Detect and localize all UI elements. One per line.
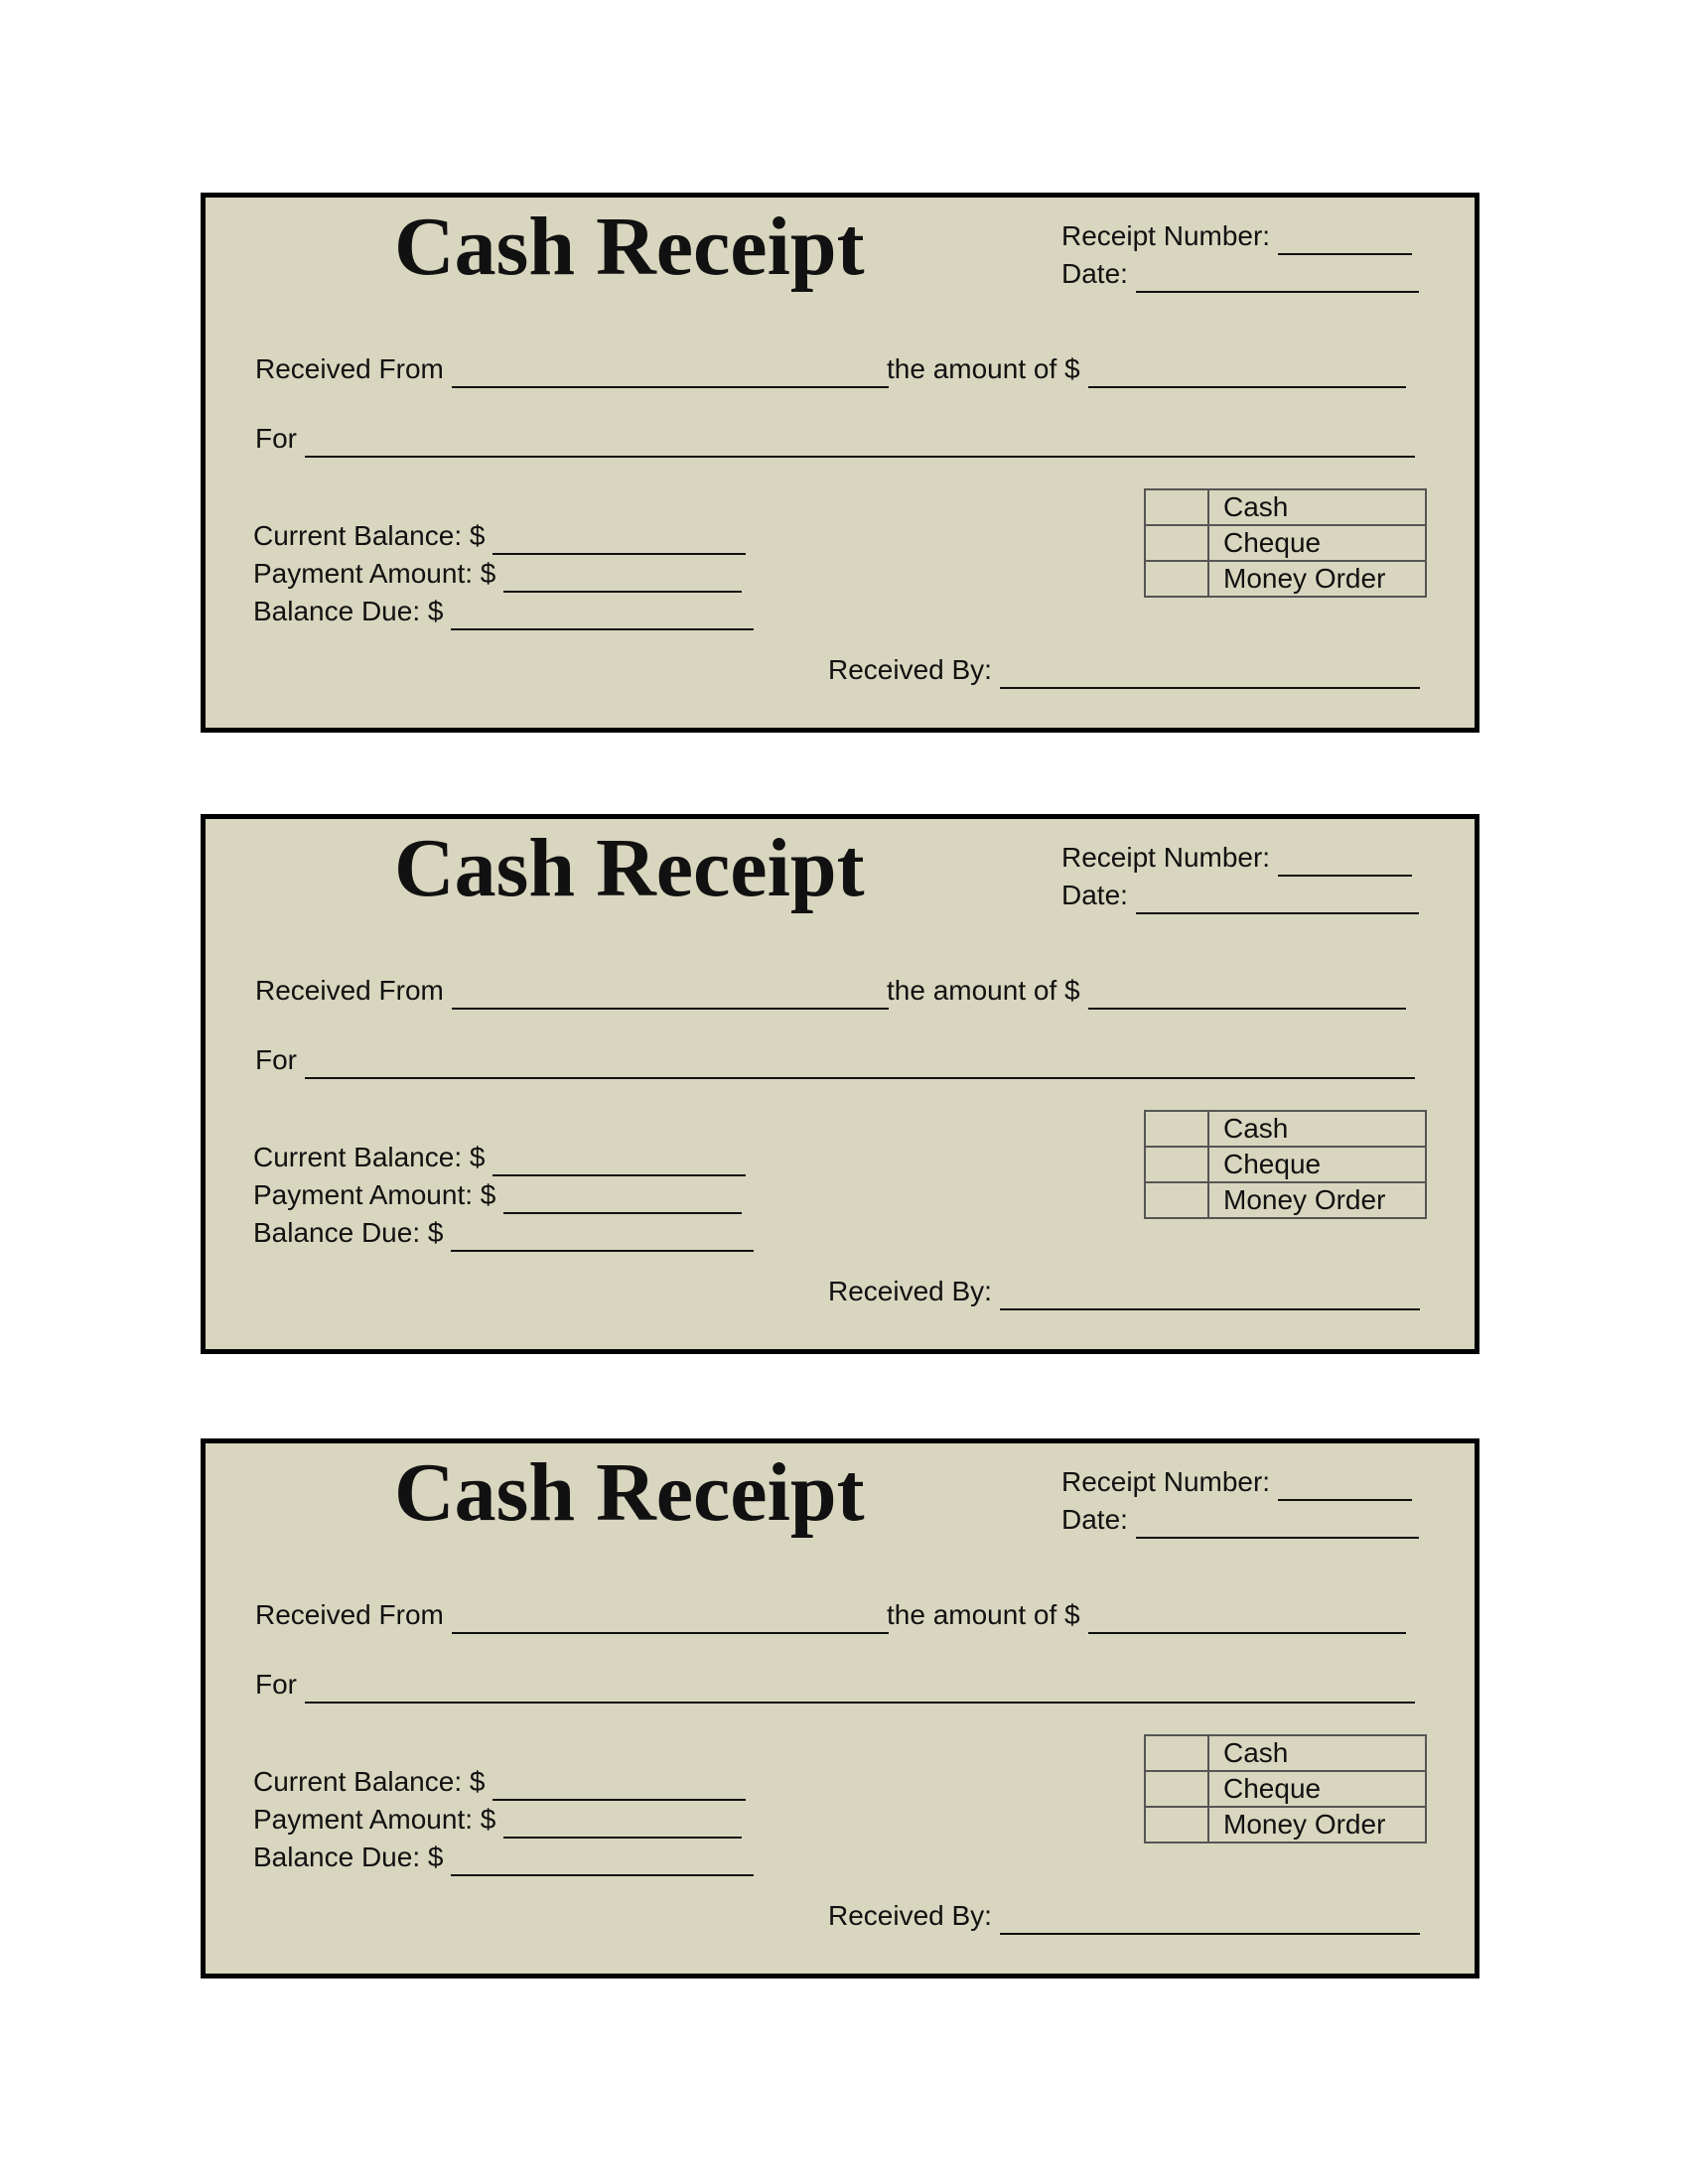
received-by-blank[interactable]	[1000, 661, 1420, 689]
amount-blank[interactable]	[1088, 982, 1406, 1010]
payment-method-label: Cash	[1208, 489, 1426, 525]
payment-method-label: Money Order	[1208, 561, 1426, 597]
payment-amount-label: Payment Amount: $	[253, 1804, 496, 1835]
received-from-label: Received From	[255, 1599, 444, 1630]
receipt-number-label: Receipt Number:	[1061, 220, 1271, 251]
receipt-title: Cash Receipt	[394, 1446, 865, 1539]
balance-due-label: Balance Due: $	[253, 596, 444, 626]
amount-field	[887, 1596, 1406, 1634]
payment-method-table	[1144, 488, 1427, 598]
payment-amount-blank[interactable]	[503, 565, 742, 593]
received-from-label: Received From	[255, 353, 444, 384]
date-label: Date:	[1061, 1504, 1128, 1535]
received-by-blank[interactable]	[1000, 1907, 1420, 1935]
payment-method-label: Cheque	[1208, 1147, 1426, 1182]
receipt-card-1	[201, 193, 1479, 733]
current-balance-blank[interactable]	[492, 527, 746, 555]
date-blank[interactable]	[1136, 1511, 1419, 1539]
date-blank[interactable]	[1136, 265, 1419, 293]
received-by-label: Received By:	[828, 654, 992, 685]
for-label: For	[255, 1044, 297, 1075]
current-balance-field	[253, 1763, 746, 1801]
received-from-field	[255, 972, 897, 1010]
payment-method-row	[1145, 1182, 1426, 1218]
payment-method-label: Money Order	[1208, 1807, 1426, 1843]
for-field	[255, 1666, 1415, 1704]
payment-method-checkbox[interactable]	[1145, 1807, 1208, 1843]
receipt-number-field	[1061, 217, 1412, 255]
amount-label: the amount of $	[887, 1599, 1080, 1630]
for-label: For	[255, 423, 297, 454]
received-by-field	[828, 651, 1420, 689]
payment-method-label: Money Order	[1208, 1182, 1426, 1218]
payment-method-checkbox[interactable]	[1145, 1182, 1208, 1218]
received-from-field	[255, 350, 897, 388]
payment-method-row	[1145, 1111, 1426, 1147]
amount-field	[887, 350, 1406, 388]
payment-amount-label: Payment Amount: $	[253, 1179, 496, 1210]
current-balance-label: Current Balance: $	[253, 520, 486, 551]
payment-method-row	[1145, 561, 1426, 597]
receipt-number-blank[interactable]	[1278, 1473, 1412, 1501]
current-balance-label: Current Balance: $	[253, 1142, 486, 1172]
receipt-number-blank[interactable]	[1278, 227, 1412, 255]
received-by-blank[interactable]	[1000, 1283, 1420, 1310]
receipt-number-label: Receipt Number:	[1061, 1466, 1271, 1497]
receipt-number-blank[interactable]	[1278, 849, 1412, 877]
current-balance-field	[253, 517, 746, 555]
balance-due-field	[253, 593, 754, 630]
payment-method-label: Cheque	[1208, 1771, 1426, 1807]
balance-due-field	[253, 1839, 754, 1876]
received-from-blank[interactable]	[452, 1606, 889, 1634]
payment-amount-blank[interactable]	[503, 1811, 742, 1839]
payment-method-label: Cash	[1208, 1111, 1426, 1147]
received-by-label: Received By:	[828, 1276, 992, 1306]
balance-due-blank[interactable]	[451, 603, 754, 630]
balance-due-label: Balance Due: $	[253, 1842, 444, 1872]
payment-method-row	[1145, 1771, 1426, 1807]
date-label: Date:	[1061, 880, 1128, 910]
receipt-number-field	[1061, 839, 1412, 877]
date-field	[1061, 1501, 1419, 1539]
for-blank[interactable]	[305, 1676, 1415, 1704]
receipt-number-field	[1061, 1463, 1412, 1501]
date-blank[interactable]	[1136, 887, 1419, 914]
current-balance-field	[253, 1139, 746, 1176]
receipt-number-label: Receipt Number:	[1061, 842, 1271, 873]
date-label: Date:	[1061, 258, 1128, 289]
current-balance-blank[interactable]	[492, 1149, 746, 1176]
receipt-title: Cash Receipt	[394, 201, 865, 293]
amount-field	[887, 972, 1406, 1010]
payment-method-checkbox[interactable]	[1145, 525, 1208, 561]
payment-method-row	[1145, 1807, 1426, 1843]
payment-amount-field	[253, 1801, 742, 1839]
received-from-label: Received From	[255, 975, 444, 1006]
date-field	[1061, 255, 1419, 293]
payment-method-table	[1144, 1734, 1427, 1843]
received-from-blank[interactable]	[452, 360, 889, 388]
current-balance-label: Current Balance: $	[253, 1766, 486, 1797]
payment-method-row	[1145, 1735, 1426, 1771]
payment-method-table	[1144, 1110, 1427, 1219]
payment-method-checkbox[interactable]	[1145, 1735, 1208, 1771]
received-from-blank[interactable]	[452, 982, 889, 1010]
payment-method-label: Cheque	[1208, 525, 1426, 561]
payment-method-checkbox[interactable]	[1145, 1111, 1208, 1147]
payment-method-checkbox[interactable]	[1145, 489, 1208, 525]
payment-method-row	[1145, 1147, 1426, 1182]
payment-amount-field	[253, 1176, 742, 1214]
for-blank[interactable]	[305, 430, 1415, 458]
payment-method-label: Cash	[1208, 1735, 1426, 1771]
for-field	[255, 420, 1415, 458]
amount-label: the amount of $	[887, 353, 1080, 384]
payment-method-checkbox[interactable]	[1145, 1771, 1208, 1807]
payment-method-checkbox[interactable]	[1145, 561, 1208, 597]
receipt-card-2	[201, 814, 1479, 1354]
received-by-field	[828, 1273, 1420, 1310]
received-by-field	[828, 1897, 1420, 1935]
payment-method-row	[1145, 525, 1426, 561]
payment-amount-label: Payment Amount: $	[253, 558, 496, 589]
current-balance-blank[interactable]	[492, 1773, 746, 1801]
date-field	[1061, 877, 1419, 914]
balance-due-field	[253, 1214, 754, 1252]
receipt-card-3	[201, 1438, 1479, 1979]
for-field	[255, 1041, 1415, 1079]
balance-due-blank[interactable]	[451, 1224, 754, 1252]
balance-due-blank[interactable]	[451, 1848, 754, 1876]
for-label: For	[255, 1669, 297, 1700]
balance-due-label: Balance Due: $	[253, 1217, 444, 1248]
payment-amount-field	[253, 555, 742, 593]
payment-amount-blank[interactable]	[503, 1186, 742, 1214]
amount-blank[interactable]	[1088, 1606, 1406, 1634]
for-blank[interactable]	[305, 1051, 1415, 1079]
receipt-title: Cash Receipt	[394, 822, 865, 914]
payment-method-row	[1145, 489, 1426, 525]
amount-blank[interactable]	[1088, 360, 1406, 388]
received-from-field	[255, 1596, 897, 1634]
received-by-label: Received By:	[828, 1900, 992, 1931]
payment-method-checkbox[interactable]	[1145, 1147, 1208, 1182]
amount-label: the amount of $	[887, 975, 1080, 1006]
